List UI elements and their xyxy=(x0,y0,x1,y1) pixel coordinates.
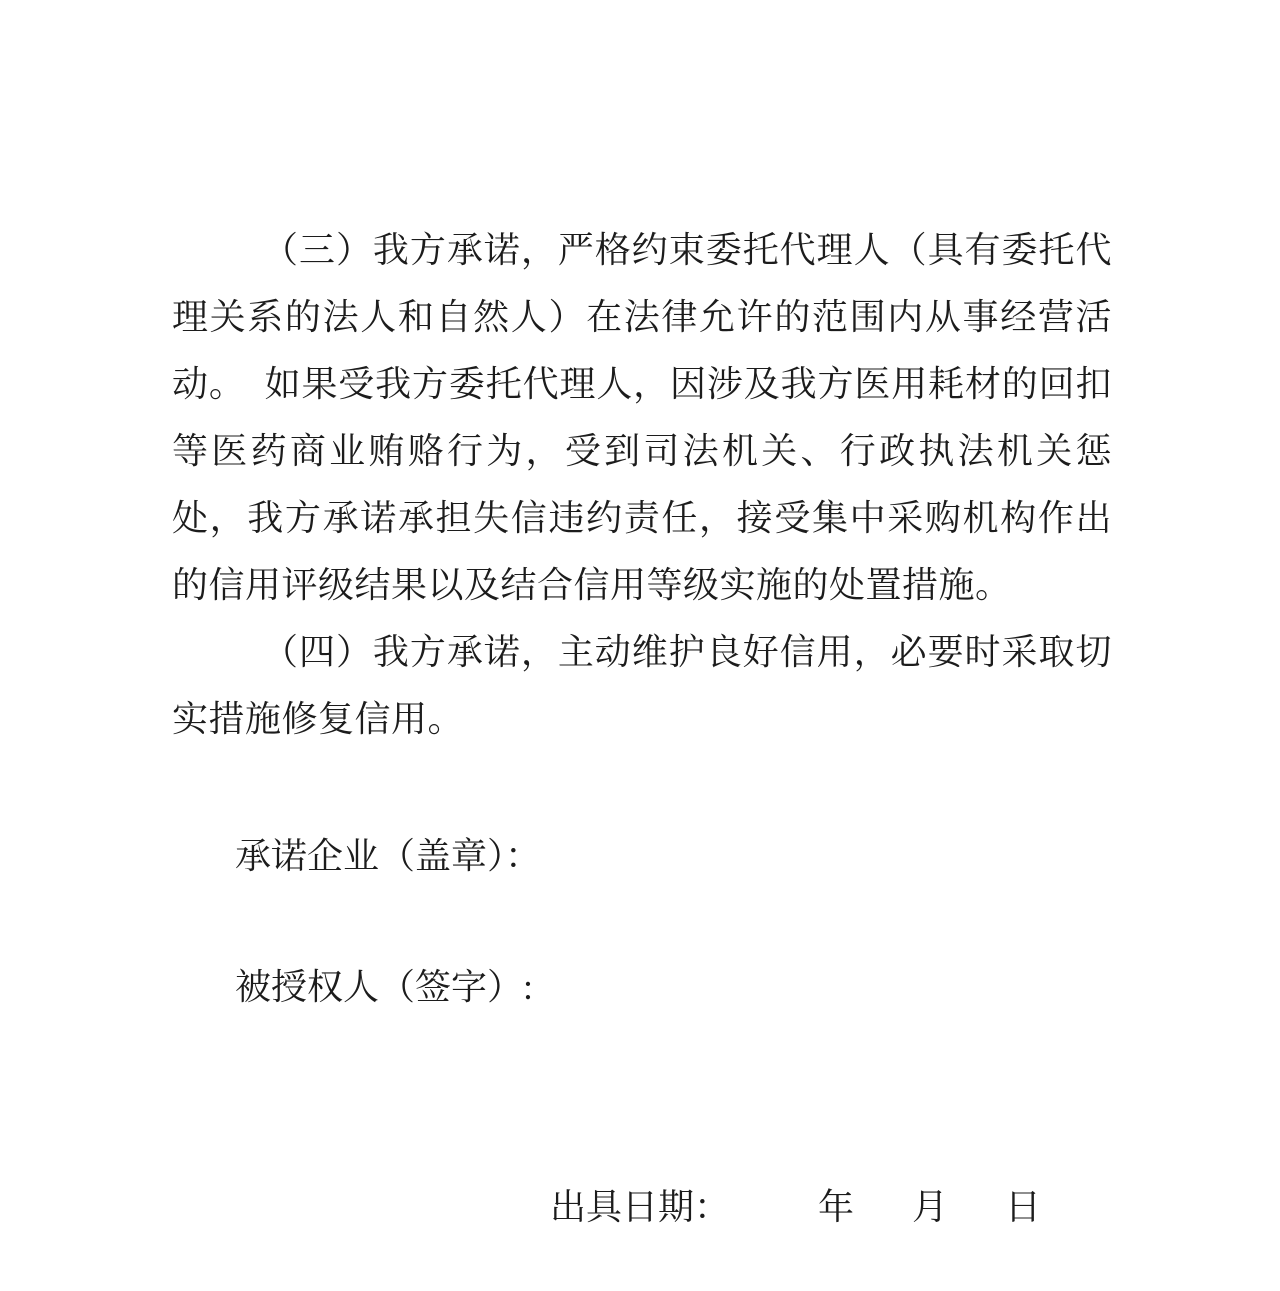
paragraph-clause-four: （四）我方承诺，主动维护良好信用，必要时采取切实措施修复信用。 xyxy=(172,632,1112,739)
company-seal-label: 承诺企业（盖章）： xyxy=(235,836,542,876)
month-label: 月 xyxy=(912,1187,949,1227)
document-body xyxy=(172,217,1112,753)
authorized-person-signature-label: 被授权人（签字）: xyxy=(235,967,534,1007)
issue-date-label: 出具日期： xyxy=(550,1187,731,1227)
day-label: 日 xyxy=(1005,1187,1042,1227)
year-label: 年 xyxy=(818,1187,855,1227)
issue-date-line xyxy=(550,1174,1041,1241)
paragraph-clause-three: （三）我方承诺，严格约束委托代理人（具有委托代理关系的法人和自然人）在法律允许的范围内从事经营活动。 如果受我方委托代理人，因涉及我方医用耗材的回扣等医药商业贿赂行为，受到司法机关、行政执法机关惩处，我方承诺承担失信违约责任，接受集中采购机构作出的信用评级结果以及结合信用等级实施的处置措施。 xyxy=(172,230,1112,605)
